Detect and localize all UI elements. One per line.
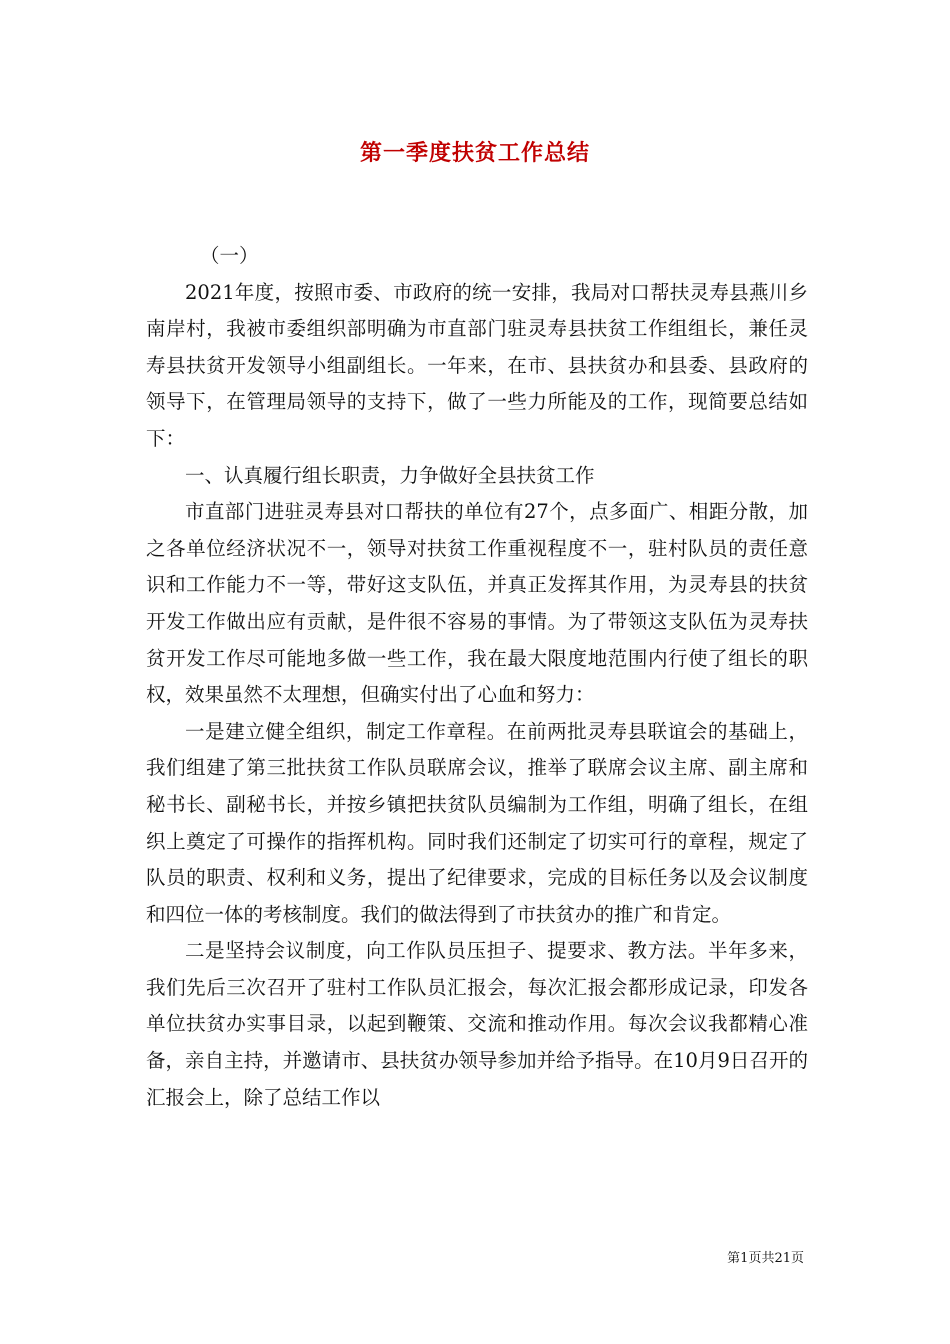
document-body (146, 238, 808, 1116)
paragraph-organization: 一是建立健全组织，制定工作章程。在前两批灵寿县联谊会的基础上，我们组建了第三批扶贫工作队员联席会议，推举了联席会议主席、副主席和秘书长、副秘书长，并按乡镇把扶贫队员编制为工作组，明确了组长，在组织上奠定了可操作的指挥机构。同时我们还制定了切实可行的章程，规定了队员的职责、权利和义务，提出了纪律要求，完成的目标任务以及会议制度和四位一体的考核制度。我们的做法得到了市扶贫办的推广和肯定。 (146, 719, 808, 926)
section-label: （一） (200, 244, 259, 267)
document-title: 第一季度扶贫工作总结 (359, 141, 590, 166)
paragraph-team-overview: 市直部门进驻灵寿县对口帮扶的单位有27个，点多面广、相距分散，加之各单位经济状况不一，领导对扶贫工作重视程度不一，驻村队员的责任意识和工作能力不一等，带好这支队伍，并真正发挥其作用，为灵寿县的扶贫开发工作做出应有贡献，是件很不容易的事情。为了带领这支队伍为灵寿扶贫开发工作尽可能地多做一些工作，我在最大限度地范围内行使了组长的职权，效果虽然不太理想，但确实付出了心血和努力： (146, 500, 808, 707)
page-number-footer: 第1页共21页 (727, 1251, 804, 1266)
paragraph-meetings: 二是坚持会议制度，向工作队员压担子、提要求、教方法。半年多来，我们先后三次召开了驻村工作队员汇报会，每次汇报会都形成记录，印发各单位扶贫办实事目录，以起到鞭策、交流和推动作用。每次会议我都精心准备，亲自主持，并邀请市、县扶贫办领导参加并给予指导。在10月9日召开的汇报会上，除了总结工作以 (146, 939, 808, 1109)
paragraph-intro: 2021年度，按照市委、市政府的统一安排，我局对口帮扶灵寿县燕川乡南岸村，我被市委组织部明确为市直部门驻灵寿县扶贫工作组组长，兼任灵寿县扶贫开发领导小组副组长。一年来，在市、县扶贫办和县委、县政府的领导下，在管理局领导的支持下，做了一些力所能及的工作，现简要总结如下： (146, 280, 808, 450)
paragraph-heading-1: 一、认真履行组长职责，力争做好全县扶贫工作 (185, 463, 595, 487)
